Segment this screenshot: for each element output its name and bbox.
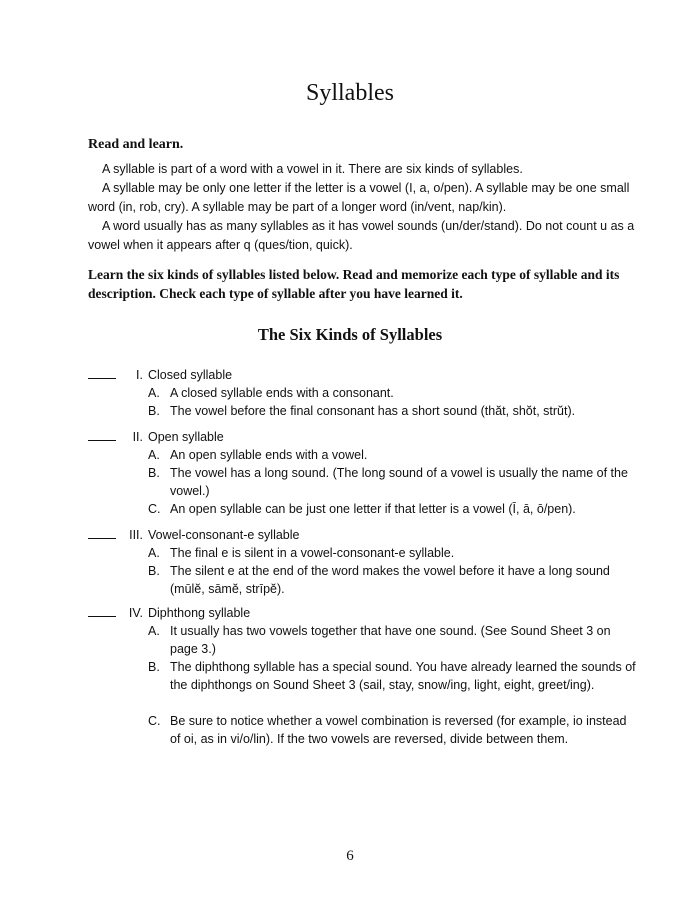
item-heading: Vowel-consonant-e syllable (148, 528, 300, 542)
item-number: IV. (128, 606, 143, 620)
sub-text: The final e is silent in a vowel-consonant-e syllable. (170, 546, 455, 560)
sub-letter: A. (148, 386, 160, 400)
page-title: Syllables (306, 80, 394, 106)
sub-text: The vowel before the final consonant has a short sound (thăt, shŏt, strŭt). (170, 404, 576, 418)
sub-letter: A. (148, 448, 160, 462)
sub-text: The diphthong syllable has a special sound. You have already learned the sounds of the diphthongs on Sound Sheet 3 (sail, stay, snow/ing, light, eight, greet/ing). (170, 660, 636, 692)
item-number: I. (136, 368, 143, 382)
intro-text (88, 160, 648, 255)
sub-letter: B. (148, 660, 160, 674)
intro-paragraph-2: A syllable may be only one letter if the letter is a vowel (I, a, o/pen). A syllable may be one small word (in, rob, cry). A syllable may be part of a longer word (in/vent, nap/kin). (88, 181, 630, 214)
sub-text: An open syllable ends with a vowel. (170, 448, 368, 462)
item-number: II. (132, 430, 143, 444)
sub-letter: B. (148, 466, 160, 480)
sub-text: The silent e at the end of the word makes the vowel before it have a long sound (mūlĕ, sāmĕ, strīpĕ). (170, 564, 610, 596)
sub-text: It usually has two vowels together that have one sound. (See Sound Sheet 3 on page 3.) (170, 624, 611, 656)
check-blank[interactable] (88, 440, 116, 441)
sub-text: Be sure to notice whether a vowel combination is reversed (for example, io instead of oi, as in vi/o/lin). If the two vowels are reversed, divide between them. (170, 714, 627, 746)
sub-text: A closed syllable ends with a consonant. (170, 386, 394, 400)
page-number: 6 (346, 848, 354, 864)
intro-paragraph-3: A word usually has as many syllables as it has vowel sounds (un/der/stand). Do not count u as a vowel when it appears after q (ques/tion, quick). (88, 219, 635, 252)
sub-letter: C. (148, 502, 161, 516)
item-number: III. (129, 528, 143, 542)
sub-text: The vowel has a long sound. (The long sound of a vowel is usually the name of the vowel.) (170, 466, 628, 498)
sub-letter: A. (148, 624, 160, 638)
item-heading: Open syllable (148, 430, 224, 444)
sub-letter: B. (148, 404, 160, 418)
section-title: The Six Kinds of Syllables (257, 325, 443, 344)
sub-letter: C. (148, 714, 161, 728)
check-blank[interactable] (88, 616, 116, 617)
item-heading: Closed syllable (148, 368, 233, 382)
instruction: Read and learn. (88, 137, 184, 152)
check-blank[interactable] (88, 538, 116, 539)
sub-text: An open syllable can be just one letter if that letter is a vowel (Ī, ā, ō/pen). (170, 502, 576, 516)
item-heading: Diphthong syllable (148, 606, 251, 620)
learn-instruction: Learn the six kinds of syllables listed below. Read and memorize each type of syllable and its description. Check each type of syllable after you have learned it. (88, 267, 620, 301)
sub-letter: A. (148, 546, 160, 560)
check-blank[interactable] (88, 378, 116, 379)
sub-letter: B. (148, 564, 160, 578)
intro-paragraph-1: A syllable is part of a word with a vowel in it. There are six kinds of syllables. (102, 162, 523, 176)
